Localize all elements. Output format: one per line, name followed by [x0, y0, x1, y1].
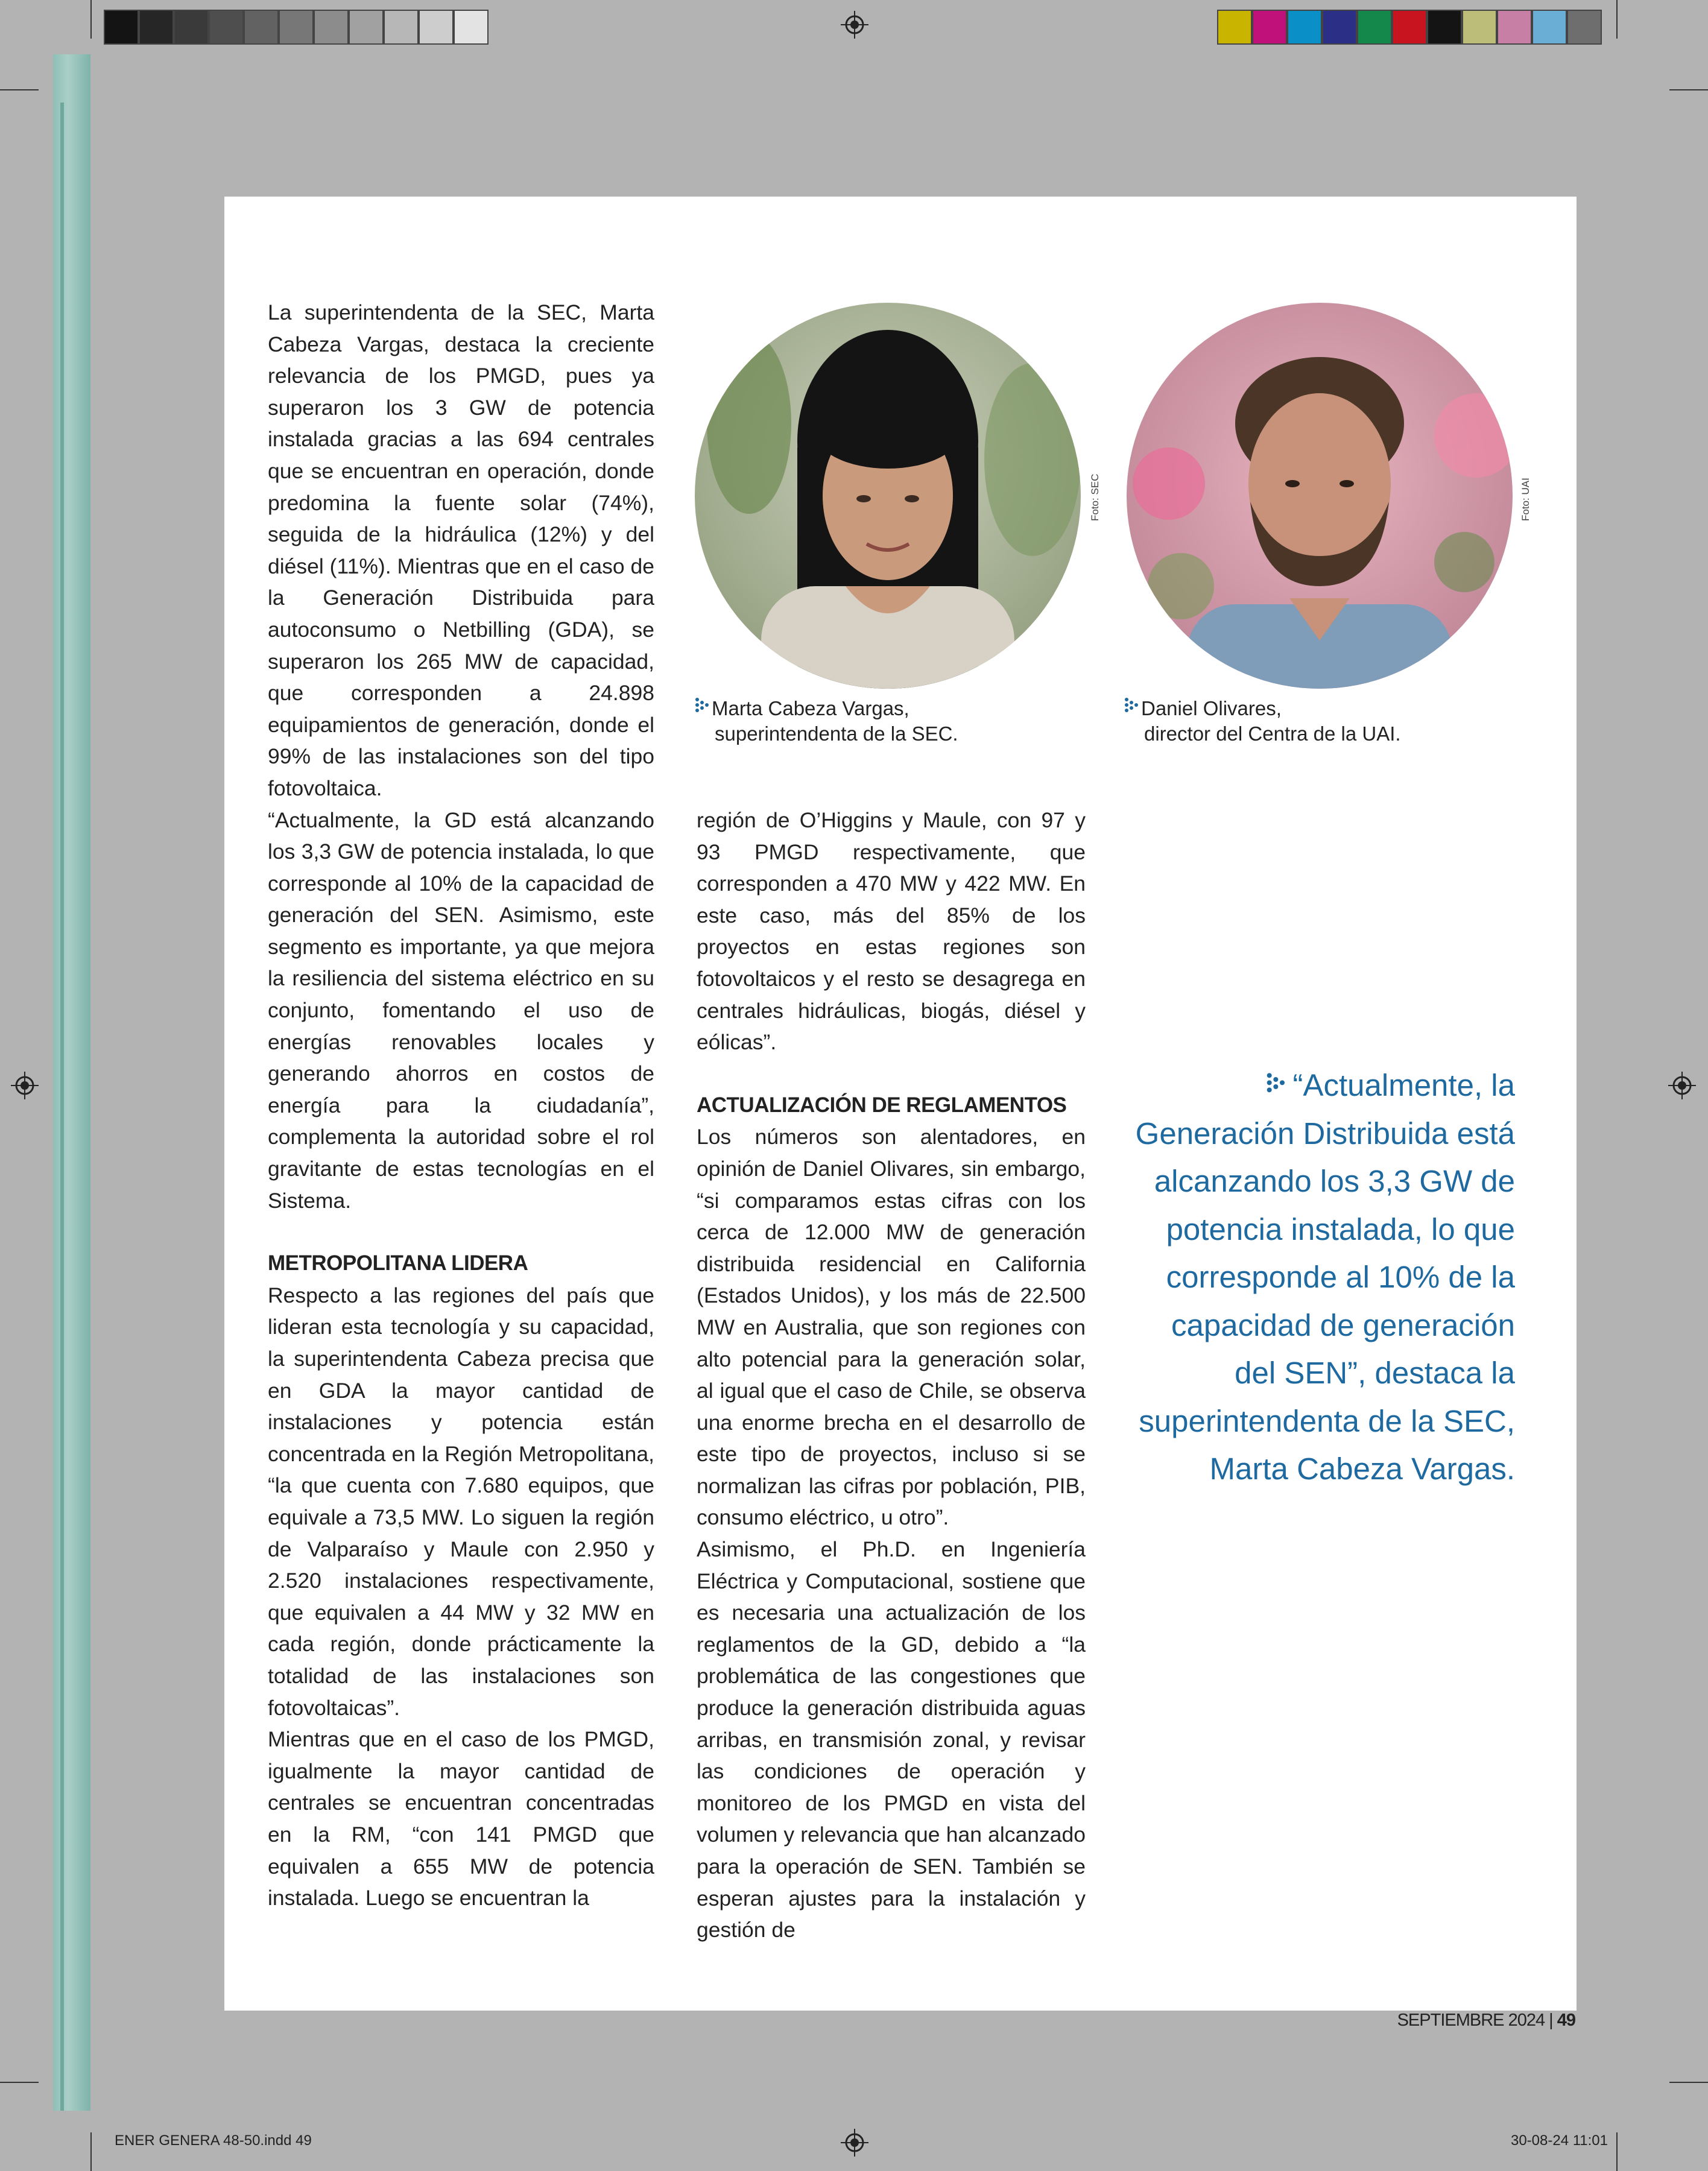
color-swatch	[174, 10, 209, 45]
paragraph: Respecto a las regiones del país que lideran esta tecnología y su capacidad, la superintendenta Cabeza precisa que en GDA la mayor cantidad de instalaciones y potencia están concentrada en la Región Metropolitana, “la que cuenta con 7.680 equipos, que equivale a 73,5 MW. Lo siguen la región de Valparaíso y Maule con 2.950 y 2.520 instalaciones respectivamente, que equivalen a 44 MW y 32 MW en cada región, donde prácticamente la totalidad de las instalaciones son fotovoltaicas”.	[268, 1283, 654, 1720]
registration-mark-icon	[1668, 1072, 1696, 1099]
paragraph: Asimismo, el Ph.D. en Ingeniería Eléctrica y Computacional, sostiene que es necesaria una actualización de los reglamentos de la GD, debido a “la problemática de las congestiones que produce la generación distribuida aguas arribas, en transmisión zonal, y revisar las condiciones de operación y monitoreo de los PMGD en vista del volumen y relevancia que han alcanzado para la operación de SEN. También se esperan ajustes para la instalación y gestión de	[697, 1537, 1086, 1942]
color-swatch	[454, 10, 489, 45]
folio-month: SEPTIEMBRE 2024	[1397, 2011, 1545, 2030]
photo-credit: Foto: SEC	[1089, 473, 1101, 521]
slug-file: ENER GENERA 48-50.indd 49	[115, 2132, 312, 2149]
color-swatch	[209, 10, 244, 45]
page-folio: SEPTIEMBRE 2024 | 49	[1397, 2011, 1575, 2030]
color-swatch	[1532, 10, 1567, 45]
paragraph: región de O’Higgins y Maule, con 97 y 93 PMGD respectivamente, que corresponden a 470 MW y 422 MW. En este caso, más del 85% de los proyectos en estas regiones son fotovoltaicos y el resto se desagrega en centrales hidráulicas, biogás, diésel y eólicas”.	[697, 808, 1086, 1055]
grayscale-bar	[104, 10, 489, 45]
crop-mark	[1669, 2082, 1708, 2083]
color-swatch	[1567, 10, 1602, 45]
crop-mark	[1616, 2132, 1618, 2171]
crop-mark	[1669, 89, 1708, 90]
paragraph: Los números son alentadores, en opinión de Daniel Olivares, sin embargo, “si comparamos estas cifras con los cerca de 12.000 MW de generación distribuida residencial en California (Estados Unidos), y los más de 22.500 MW en Australia, que son regiones con alto potencial para la generación solar, al igual que el caso de Chile, se observa una enorme brecha en el desarrollo de este tipo de proyectos, incluso si se normalizan las cifras por población, PIB, consumo eléctrico, u otro”.	[697, 1125, 1086, 1530]
caption-name: Daniel Olivares,	[1141, 697, 1282, 719]
caption-name: Marta Cabeza Vargas,	[712, 697, 909, 719]
crop-mark	[0, 89, 39, 90]
slug-date: 30-08-24 11:01	[1510, 2132, 1608, 2149]
registration-mark-icon	[841, 2129, 868, 2157]
section-heading: METROPOLITANA LIDERA	[268, 1251, 528, 1275]
color-swatch	[244, 10, 279, 45]
crop-mark	[1616, 0, 1618, 39]
pull-quote-text: “Actualmente, la Generación Distribuida está alcanzando los 3,3 GW de potencia instalada, lo que corresponde al 10% de la capacidad de generación del SEN”, destaca la superintendenta de la SEC, Marta Cabeza Vargas.	[1135, 1068, 1515, 1486]
sheet-edge-line	[60, 103, 64, 2111]
photo-credit: Foto: UAI	[1520, 478, 1531, 521]
color-swatch	[1287, 10, 1322, 45]
color-swatch	[1252, 10, 1287, 45]
color-swatch	[1497, 10, 1532, 45]
paragraph: “Actualmente, la GD está alcanzando los 3,3 GW de potencia instalada, lo que corresponde al 10% de la capacidad de generación del SEN. Asimismo, este segmento es importante, ya que mejora la resiliencia del sistema eléctrico en su conjunto, fomentando el uso de energías renovables locales y generando ahorros en costos de energía para la ciudadanía”, complementa la autoridad sobre el rol gravitante de estas tecnologías en el Sistema.	[268, 807, 654, 1213]
sheet-edge	[53, 54, 90, 2111]
dots-icon	[695, 697, 712, 715]
color-swatch	[349, 10, 384, 45]
photo-caption	[695, 696, 958, 747]
color-swatch	[419, 10, 454, 45]
crop-mark	[90, 0, 92, 39]
article-column-2	[697, 804, 1086, 1946]
color-swatch	[1462, 10, 1497, 45]
color-swatch	[139, 10, 174, 45]
caption-role: director del Centra de la UAI.	[1144, 722, 1401, 745]
dots-icon	[1124, 697, 1141, 715]
caption-role: superintendenta de la SEC.	[715, 722, 958, 745]
section-heading: ACTUALIZACIÓN DE REGLAMENTOS	[697, 1093, 1067, 1117]
registration-mark-icon	[11, 1072, 39, 1099]
color-swatch	[1357, 10, 1392, 45]
color-swatch	[384, 10, 419, 45]
paragraph: Mientras que en el caso de los PMGD, igualmente la mayor cantidad de centrales se encuentran concentradas en la RM, “con 141 PMGD que equivalen a 655 MW de potencia instalada. Luego se encuentran la	[268, 1727, 654, 1910]
color-bar	[1217, 10, 1602, 45]
color-swatch	[314, 10, 349, 45]
color-swatch	[1392, 10, 1427, 45]
portrait-photo	[1127, 303, 1513, 689]
portrait-photo	[695, 303, 1081, 689]
paragraph: La superintendenta de la SEC, Marta Cabeza Vargas, destaca la creciente relevancia de los PMGD, pues ya superaron los 3 GW de potencia instalada gracias a las 694 centrales que se encuentran en operación, donde predomina la fuente solar (74%), seguida de la hidráulica (12%) y del diésel (11%). Mientras que en el caso de la Generación Distribuida para autoconsumo o Netbilling (GDA), se superaron los 265 MW de capacidad, que corresponden a 24.898 equipamientos de generación, donde el 99% de las instalaciones son del tipo fotovoltaica.	[268, 300, 654, 800]
color-swatch	[1217, 10, 1252, 45]
color-swatch	[279, 10, 314, 45]
color-swatch	[1427, 10, 1462, 45]
color-swatch	[1322, 10, 1357, 45]
crop-mark	[90, 2132, 92, 2171]
crop-mark	[0, 2082, 39, 2083]
photo-caption	[1124, 696, 1401, 747]
dots-icon	[1266, 1072, 1289, 1096]
pull-quote	[1134, 1061, 1515, 1493]
color-swatch	[104, 10, 139, 45]
registration-mark-icon	[841, 11, 868, 39]
article-column-1	[268, 297, 654, 1914]
page-number: 49	[1557, 2011, 1575, 2030]
